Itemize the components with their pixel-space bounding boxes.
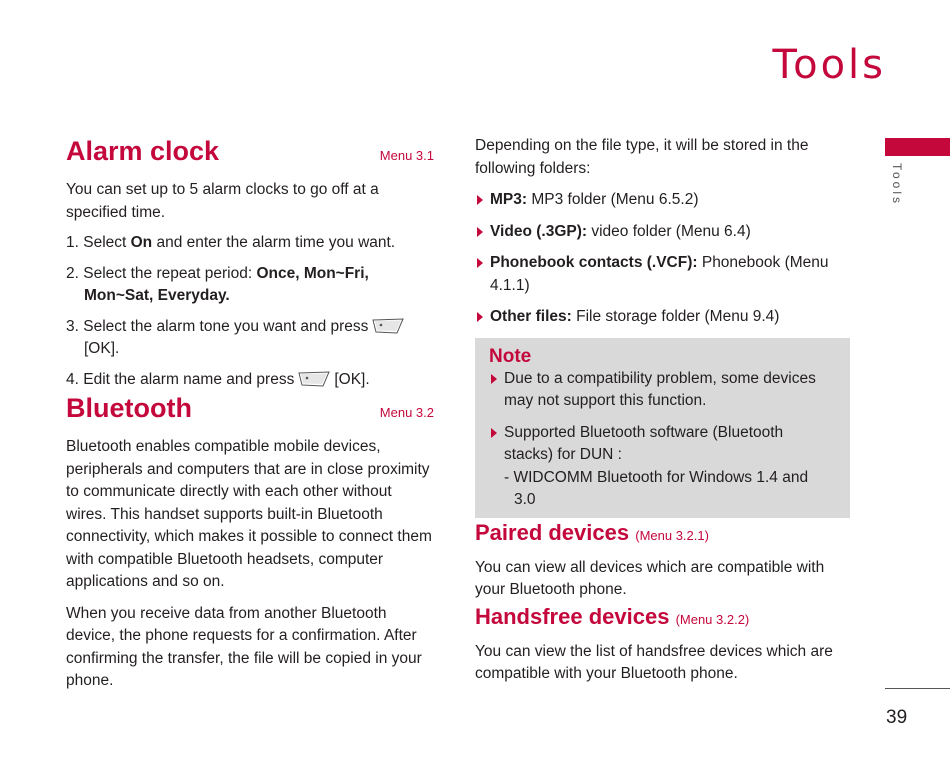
alarm-step-4-pre: 4. Edit the alarm name and press	[66, 370, 295, 388]
alarm-step-3-post: [OK].	[84, 340, 120, 357]
alarm-step-3	[66, 316, 434, 361]
storage-item-label: Video (.3GP):	[490, 222, 588, 240]
storage-item-video	[475, 221, 850, 244]
bluetooth-para-2: When you receive data from another Bluetooth device, the phone requests for a confirmation. After confirming the transfer, the file will be copied in your phone.	[66, 604, 422, 689]
storage-item-text: Phonebook (Menu 4.1.1)	[490, 254, 829, 294]
alarm-step-2-pre: 2. Select the repeat period:	[66, 264, 257, 282]
storage-item-text: video folder (Menu 6.4)	[587, 222, 751, 240]
alarm-step-1-bold: On	[130, 234, 153, 251]
storage-item-text: File storage folder (Menu 9.4)	[571, 308, 780, 325]
bluetooth-para-1: Bluetooth enables compatible mobile devices, peripherals and computers that are in close proximity to communicate directly with each other without wires. This handset supports built-in Bluetooth connectivity, which makes it possible to connect them with compatible Bluetooth headsets, computer applications and so on.	[66, 438, 432, 590]
paired-devices-text: You can view all devices which are compatible with your Bluetooth phone.	[475, 558, 825, 598]
alarm-intro: You can set up to 5 alarm clocks to go off at a specified time.	[66, 181, 379, 221]
paired-devices-heading	[475, 518, 850, 551]
ok-softkey-icon	[372, 318, 404, 334]
note-item-2-detail-cont: 3.0	[514, 491, 536, 508]
paired-devices-title: Paired devices	[475, 519, 630, 545]
storage-intro: Depending on the file type, it will be stored in the following folders:	[475, 137, 809, 177]
alarm-step-2	[66, 263, 434, 308]
section-tab-marker	[885, 138, 950, 156]
handsfree-devices-heading	[475, 602, 850, 635]
triangle-bullet-icon	[477, 258, 483, 268]
alarm-step-1-pre: 1. Select	[66, 234, 131, 251]
triangle-bullet-icon	[491, 374, 497, 384]
alarm-step-1-post: and enter the alarm time you want.	[152, 234, 396, 251]
storage-item-label: MP3:	[490, 191, 528, 208]
page-number-rule	[885, 688, 950, 689]
alarm-clock-title: Alarm clock	[66, 136, 220, 166]
alarm-step-3-pre: 3. Select the alarm tone you want and press	[66, 317, 369, 335]
paired-devices-menu-ref: (Menu 3.2.1)	[635, 527, 709, 543]
note-item-1-text: Due to a compatibility problem, some devices may not support this function.	[504, 369, 816, 409]
triangle-bullet-icon	[477, 195, 483, 205]
ok-softkey-icon	[298, 371, 330, 387]
alarm-clock-heading	[66, 134, 434, 173]
note-item-2	[489, 422, 836, 467]
bluetooth-menu-ref: Menu 3.2	[379, 405, 434, 420]
triangle-bullet-icon	[477, 227, 483, 237]
note-item-1	[489, 368, 836, 413]
alarm-step-4-post: [OK].	[334, 370, 370, 388]
triangle-bullet-icon	[491, 428, 497, 438]
alarm-step-4	[66, 369, 434, 392]
left-column	[66, 134, 434, 693]
triangle-bullet-icon	[477, 312, 483, 322]
handsfree-devices-menu-ref: (Menu 3.2.2)	[675, 611, 750, 627]
handsfree-devices-title: Handsfree devices	[475, 603, 670, 629]
alarm-step-1	[66, 232, 434, 255]
note-item-2-text: Supported Bluetooth software (Bluetooth stacks) for DUN :	[504, 423, 784, 463]
note-item-2-detail: - WIDCOMM Bluetooth for Windows 1.4 and	[504, 468, 809, 486]
bluetooth-heading	[66, 391, 434, 430]
note-title: Note	[489, 345, 532, 367]
section-side-label: Tools	[890, 163, 904, 207]
storage-item-phonebook	[475, 252, 850, 297]
storage-item-label: Other files:	[490, 308, 572, 325]
storage-item-label: Phonebook contacts (.VCF):	[490, 254, 698, 271]
handsfree-devices-text: You can view the list of handsfree devices which are compatible with your Bluetooth phone.	[475, 642, 833, 682]
page-number: 39	[886, 707, 908, 728]
right-column	[475, 135, 850, 686]
alarm-step-2-bold: Once, Mon~Fri, Mon~Sat, Everyday.	[84, 264, 369, 304]
storage-item-mp3	[475, 189, 850, 212]
storage-item-other	[475, 306, 850, 329]
page-title: Tools	[772, 42, 886, 88]
note-box	[475, 338, 850, 518]
bluetooth-title: Bluetooth	[66, 393, 192, 423]
storage-item-text: MP3 folder (Menu 6.5.2)	[527, 191, 699, 208]
alarm-menu-ref: Menu 3.1	[379, 148, 434, 163]
